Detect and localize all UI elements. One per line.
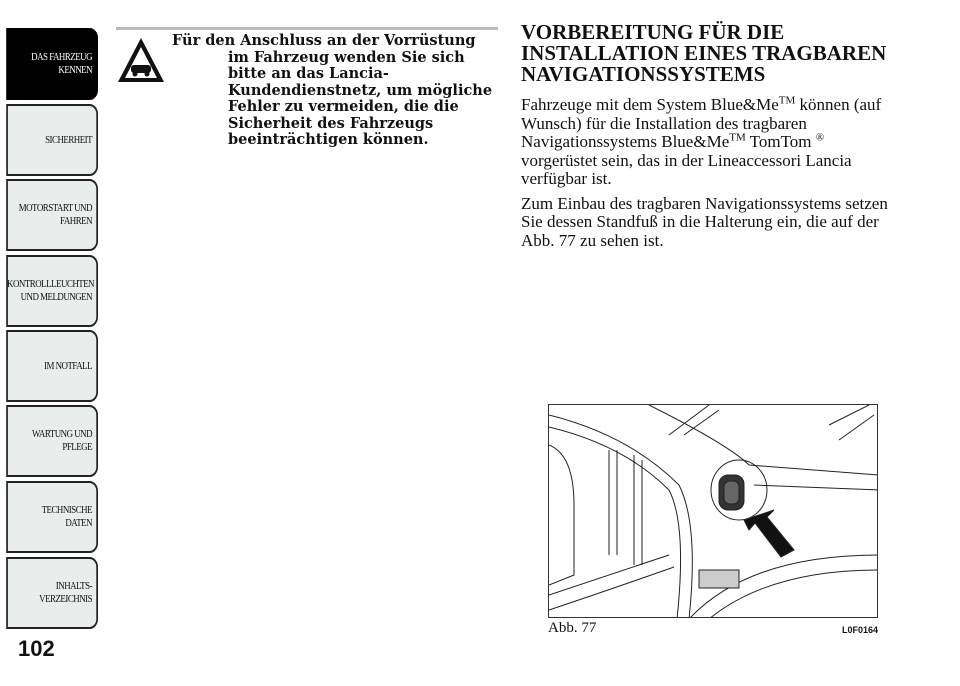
warning-text: Für den Anschluss an der Vorrüstung im Fahrzeug wenden Sie sich bitte an das Lancia-Kundendienstnetz, um mögliche Fehler zu vermeiden, die die Sicherheit des Fahrzeugs beeinträchtigen können. [172, 32, 493, 148]
tab-motorstart-und-fahren[interactable]: MOTORSTART UND FAHREN [6, 179, 98, 251]
figure-code: L0F0164 [842, 625, 879, 635]
section-body [521, 96, 901, 256]
figure-caption: Abb. 77 [548, 620, 597, 636]
warning-box [116, 33, 498, 149]
paragraph-1: Fahrzeuge mit dem System Blue&Me™ können (auf Wunsch) für die Installation des tragbaren Navigationssystems Blue&Me™ TomTom ® vorgerüstet sein, das in der Lineaccessori Lancia verfügbar ist. [521, 94, 882, 188]
tab-im-notfall[interactable]: IM NOTFALL [6, 330, 98, 402]
tab-das-fahrzeug-kennen[interactable]: DAS FAHRZEUG KENNEN [6, 28, 98, 100]
tab-kontrollleuchten[interactable]: KONTROLLLEUCHTEN UND MELDUNGEN [6, 255, 98, 327]
page-number: 102 [18, 636, 55, 661]
tab-wartung-und-pflege[interactable]: WARTUNG UND PFLEGE [6, 405, 98, 477]
figure-dashboard-illustration [548, 404, 878, 618]
paragraph-2: Zum Einbau des tragbaren Navigationssystems setzen Sie dessen Standfuß in die Halterung ein, die auf der Abb. 77 zu sehen ist. [521, 193, 888, 250]
tab-inhaltsverzeichnis[interactable]: INHALTS-VERZEICHNIS [6, 557, 98, 629]
section-title: VORBEREITUNG FÜR DIE INSTALLATION EINES TRAGBAREN NAVIGATIONSSYSTEMS [521, 20, 887, 86]
tab-sicherheit[interactable]: SICHERHEIT [6, 104, 98, 176]
tab-technische-daten[interactable]: TECHNISCHE DATEN [6, 481, 98, 553]
warning-car-icon [116, 35, 166, 85]
divider [116, 27, 498, 30]
